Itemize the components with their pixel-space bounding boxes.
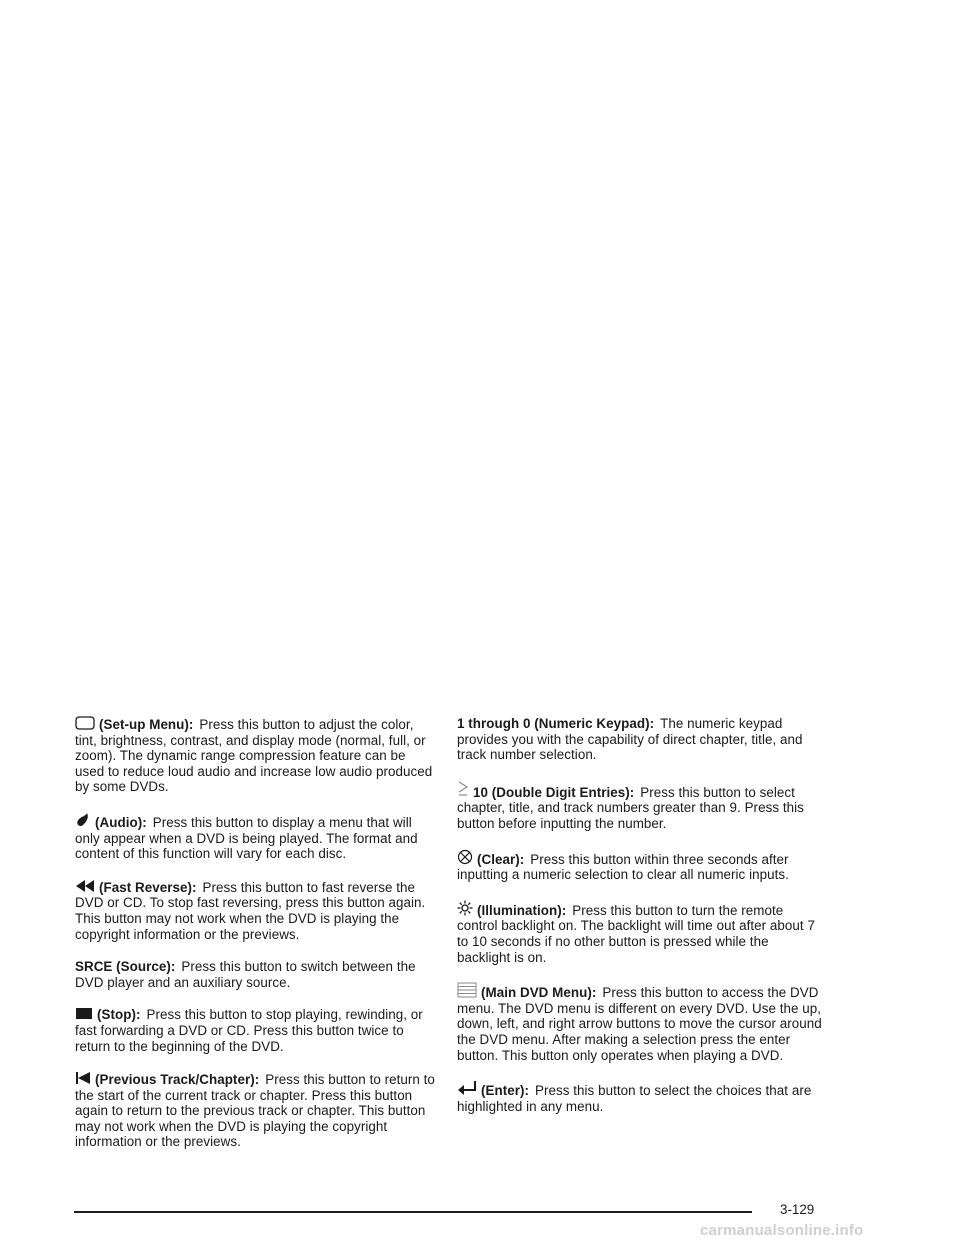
footer-rule	[74, 1211, 752, 1213]
stop-icon	[75, 1007, 93, 1020]
entry-term: (Enter):	[481, 1083, 530, 1099]
entry-term: 10 (Double Digit Entries):	[473, 784, 635, 800]
entry-term: (Set-up Menu):	[99, 717, 194, 732]
double-digit-icon	[457, 780, 469, 798]
entry-text: Press this button to turn the remote control backlight on. The backlight will time out after about 7 to 10 seconds if no other button is pressed while the backlight is on.	[457, 902, 815, 965]
entry-term: (Fast Reverse):	[99, 879, 197, 895]
main-dvd-menu-icon	[457, 982, 477, 998]
clear-icon	[457, 849, 473, 865]
entry-stop	[75, 1007, 437, 1054]
entry-previous-track	[75, 1071, 437, 1150]
entry-text: Press this button to return to the start of the current track or chapter. Press this button again to return to the previous track or chapter. This button may not work when the DVD is playing the copyright information or the previews.	[75, 1072, 435, 1150]
right-column	[457, 716, 822, 1131]
entry-enter	[457, 1080, 822, 1114]
entry-text: Press this button to adjust the color, tint, brightness, contrast, and display mode (normal, full, or zoom). The dynamic range compression feature can be used to reduce loud audio and increase low audio produced by some DVDs.	[75, 717, 433, 795]
entry-term: (Previous Track/Chapter):	[95, 1072, 260, 1088]
entry-double-digit	[457, 780, 822, 832]
setup-menu-icon	[75, 716, 95, 730]
entry-text: Press this button to select chapter, title, and track numbers greater than 9. Press this button before inputting the number.	[457, 784, 804, 831]
entry-term: (Main DVD Menu):	[481, 985, 597, 1001]
fast-reverse-icon	[75, 879, 95, 893]
entry-setup-menu	[75, 716, 437, 795]
entry-text: Press this button within three seconds after inputting a numeric selection to clear all numeric inputs.	[457, 851, 789, 883]
entry-illumination	[457, 900, 822, 965]
entry-text: Press this button to switch between the DVD player and an auxiliary source.	[75, 959, 416, 990]
entry-term: 1 through 0 (Numeric Keypad):	[457, 716, 655, 731]
entry-term: SRCE (Source):	[75, 959, 176, 975]
entry-source	[75, 959, 437, 990]
enter-icon	[457, 1080, 477, 1096]
previous-track-icon	[75, 1071, 91, 1085]
entry-text: Press this button to select the choices that are highlighted in any menu.	[457, 1083, 812, 1114]
audio-icon	[75, 812, 91, 828]
entry-text: The numeric keypad provides you with the capability of direct chapter, title, and track number selection.	[457, 716, 803, 763]
entry-text: Press this button to stop playing, rewinding, or fast forwarding a DVD or CD. Press this button twice to return to the beginning of the DVD.	[75, 1007, 423, 1054]
entry-fast-reverse	[75, 879, 437, 942]
entry-clear	[457, 849, 822, 883]
entry-term: (Clear):	[477, 851, 525, 867]
entry-term: (Stop):	[97, 1007, 141, 1023]
entry-term: (Illumination):	[477, 902, 567, 918]
entry-audio	[75, 812, 437, 862]
entry-numeric-keypad	[457, 716, 822, 763]
page-number: 3-129	[780, 1202, 815, 1217]
watermark: carmanualsonline.info	[700, 1222, 864, 1239]
entry-text: Press this button to access the DVD menu. The DVD menu is different on every DVD. Use the up, down, left, and right arrow buttons to move the cursor around the DVD menu. After making a selection press the enter button. This button only operates when playing a DVD.	[457, 985, 822, 1063]
left-column	[75, 716, 437, 1167]
entry-text: Press this button to display a menu that will only appear when a DVD is being played. The format and content of this function will vary for each disc.	[75, 814, 418, 862]
entry-main-dvd-menu	[457, 982, 822, 1063]
entry-term: (Audio):	[95, 814, 147, 830]
illumination-icon	[457, 900, 473, 916]
entry-text: Press this button to fast reverse the DVD or CD. To stop fast reversing, press this button again. This button may not work when the DVD is playing the copyright information or the previews.	[75, 879, 426, 942]
